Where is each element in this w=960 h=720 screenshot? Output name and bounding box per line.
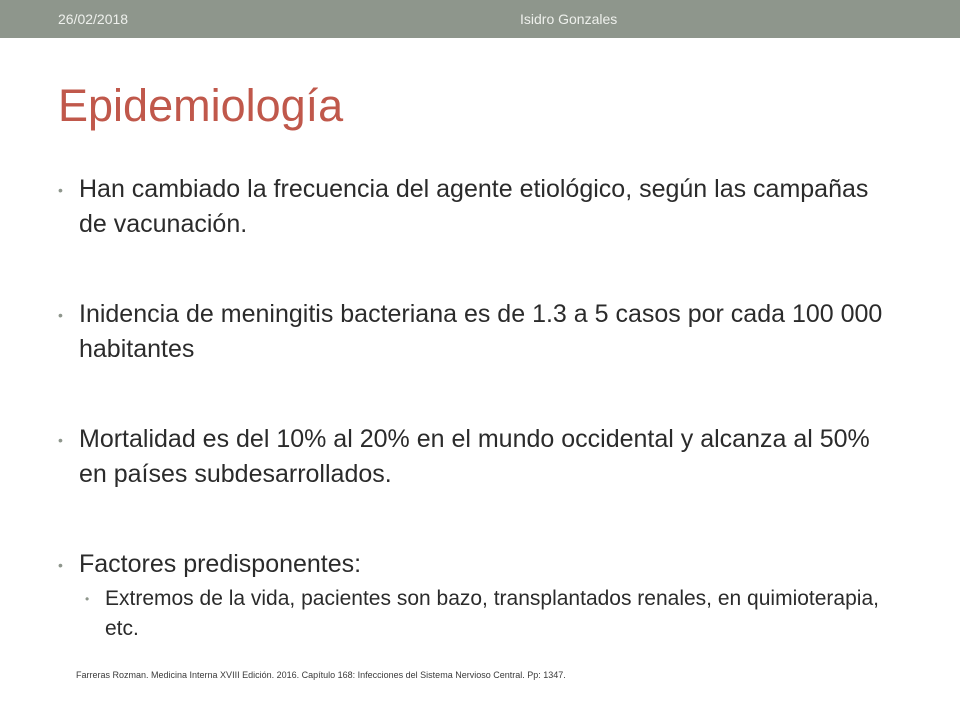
subbullet-marker: •	[85, 592, 90, 606]
bullet-text: Han cambiado la frecuencia del agente etiológico, según las campañas de vacunación.	[79, 175, 869, 238]
subbullet-text: Extremos de la vida, pacientes son bazo, transplantados renales, en quimioterapia, etc.	[105, 587, 879, 640]
bullet-marker: •	[58, 182, 63, 198]
bullet-marker: •	[58, 432, 63, 448]
bullet-marker: •	[58, 557, 63, 573]
subbullet-item	[85, 584, 898, 644]
reference-citation: Farreras Rozman. Medicina Interna XVIII Edición. 2016. Capítulo 168: Infecciones del Sistema Nervioso Central. Pp: 1347.	[76, 670, 566, 680]
bullet-text: Mortalidad es del 10% al 20% en el mundo occidental y alcanza al 50% en países subdesarrollados.	[79, 425, 870, 488]
header-author: Isidro Gonzales	[520, 11, 618, 27]
bullet-item	[58, 422, 898, 492]
bullet-item	[58, 297, 898, 367]
bullet-marker: •	[58, 307, 63, 323]
slide-title: Epidemiología	[58, 80, 344, 131]
bullet-text: Factores predisponentes:	[79, 550, 362, 578]
header-bar	[0, 0, 960, 38]
header-date: 26/02/2018	[58, 11, 129, 27]
bullet-item	[58, 172, 898, 242]
bullet-item	[58, 547, 898, 582]
bullet-text: Inidencia de meningitis bacteriana es de 1.3 a 5 casos por cada 100 000 habitantes	[79, 300, 883, 363]
slide-content	[58, 172, 898, 644]
